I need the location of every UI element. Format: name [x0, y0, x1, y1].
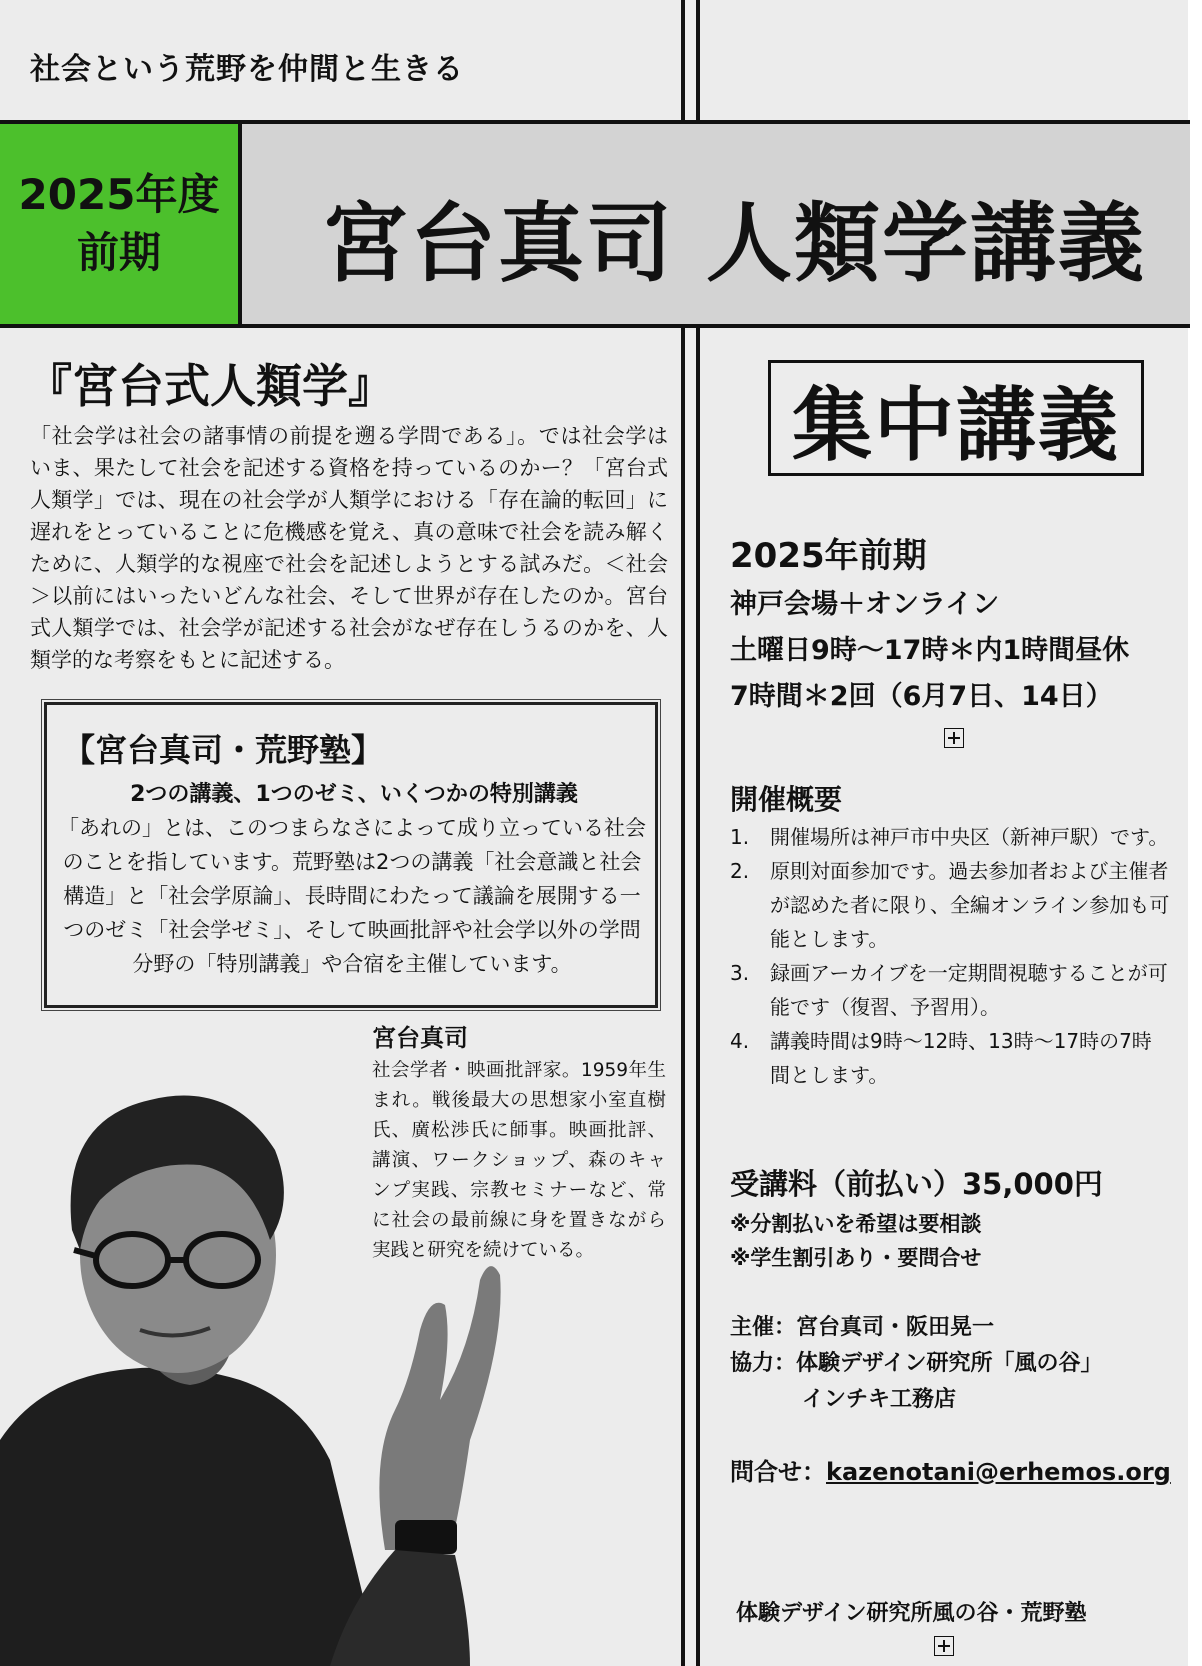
photo-watch — [395, 1520, 457, 1554]
overview-item-number: 1. — [730, 825, 750, 849]
contact-email-link[interactable]: kazenotani@erhemos.org — [826, 1458, 1171, 1486]
overview-item-text: 原則対面参加です。過去参加者および主催者が認めた者に限り、全編オンライン参加も可能とします。 — [770, 859, 1170, 951]
term-label-box — [0, 124, 242, 324]
fee: 受講料（前払い）35,000円 — [730, 1167, 1103, 1201]
overview-item-text: 講義時間は9時〜12時、13時〜17時の7時間とします。 — [770, 1029, 1152, 1087]
school-info-body: 「あれの」とは、このつまらなさによって成り立っている社会のことを指しています。荒野塾は2つの講義「社会意識と社会構造」と「社会学原論」、長時間にわたって議論を展開する一つのゼミ「社会学ゼミ」、そして映画批評や社会学以外の学問分野の「特別講義」や合宿を主催しています。 — [58, 816, 646, 976]
bio-body: 社会学者・映画批評家。1959年生まれ。戦後最大の思想家小室直樹氏、廣松渉氏に師事。映画批評、講演、ワークショップ、森のキャンプ実践、宗教セミナーなど、常に社会の最前線に身を置きながら実践と研究を続けている。 — [372, 1060, 666, 1261]
tagline: 社会という荒野を仲間と生きる — [30, 52, 464, 87]
photo-body — [0, 1368, 380, 1666]
overview-item-text: 開催場所は神戸市中央区（新神戸駅）です。 — [770, 825, 1169, 849]
overview-title: 開催概要 — [730, 783, 843, 816]
overview-item — [730, 1024, 1170, 1092]
intensive-lecture-badge — [768, 360, 1144, 476]
overview-list — [730, 820, 1170, 1092]
term-half: 前期 — [76, 228, 161, 277]
term: 2025年前期 — [730, 536, 927, 576]
plus-box-icon — [944, 728, 964, 748]
student-discount-note: ※学生割引あり・要問合せ — [730, 1246, 982, 1270]
cooperation-second: インチキ工務店 — [802, 1387, 957, 1412]
school-info-box — [44, 702, 658, 1008]
overview-item — [730, 854, 1170, 956]
photo-hand — [379, 1266, 500, 1550]
school-info-title: 【宮台真司・荒野塾】 — [63, 731, 384, 769]
page-title: 宮台真司 人類学講義 — [322, 194, 1146, 294]
overview-item-text: 録画アーカイブを一定期間視聴することが可能です（復習、予習用）。 — [770, 961, 1168, 1019]
intro-paragraph: 「社会学は社会の諸事情の前提を遡る学問である」。では社会学はいま、果たして社会を記述する資格を持っているのかー？「宮台式人類学」では、現在の社会学が人類学における「存在論的転回」に遅れをとっていることに危機感を覚え、真の意味で社会を読み解くために、人類学的な視座で社会を記述しようとする試みだ。＜社会＞以前にはいったいどんな社会、そして世界が存在したのか。宮台式人類学では、社会学が記述する社会がなぜ存在しうるのかを、人類学的な考察をもとに記述する。 — [30, 424, 668, 672]
overview-item-number: 3. — [730, 961, 750, 985]
schedule: 土曜日9時〜17時＊内1時間昼休 — [730, 635, 1130, 666]
school-info-subtitle: 2つの講義、1つのゼミ、いくつかの特別講義 — [130, 782, 578, 807]
section-title: 『宮台式人類学』 — [26, 359, 394, 413]
term-year: 2025年度 — [18, 170, 220, 219]
bio-name: 宮台真司 — [372, 1024, 468, 1052]
organizer: 主催：宮台真司・阪田晃一 — [730, 1315, 995, 1340]
contact — [730, 1452, 1171, 1487]
overview-item-number: 4. — [730, 1029, 750, 1053]
cooperation: 協力：体験デザイン研究所「風の谷」 — [730, 1351, 1103, 1376]
contact-label: 問合せ： — [730, 1458, 826, 1486]
badge-label: 集中講義 — [792, 378, 1120, 472]
footer-credit: 体験デザイン研究所風の谷・荒野塾 — [736, 1601, 1087, 1626]
plus-box-icon — [934, 1636, 954, 1656]
overview-item — [730, 820, 1170, 854]
sessions: 7時間＊2回（6月7日、14日） — [730, 681, 1113, 712]
venue: 神戸会場＋オンライン — [730, 589, 1000, 620]
overview-item-number: 2. — [730, 859, 750, 883]
installment-note: ※分割払いを希望は要相談 — [730, 1212, 982, 1236]
header-band — [0, 120, 1190, 328]
overview-item — [730, 956, 1170, 1024]
page-edge — [1188, 0, 1202, 1666]
